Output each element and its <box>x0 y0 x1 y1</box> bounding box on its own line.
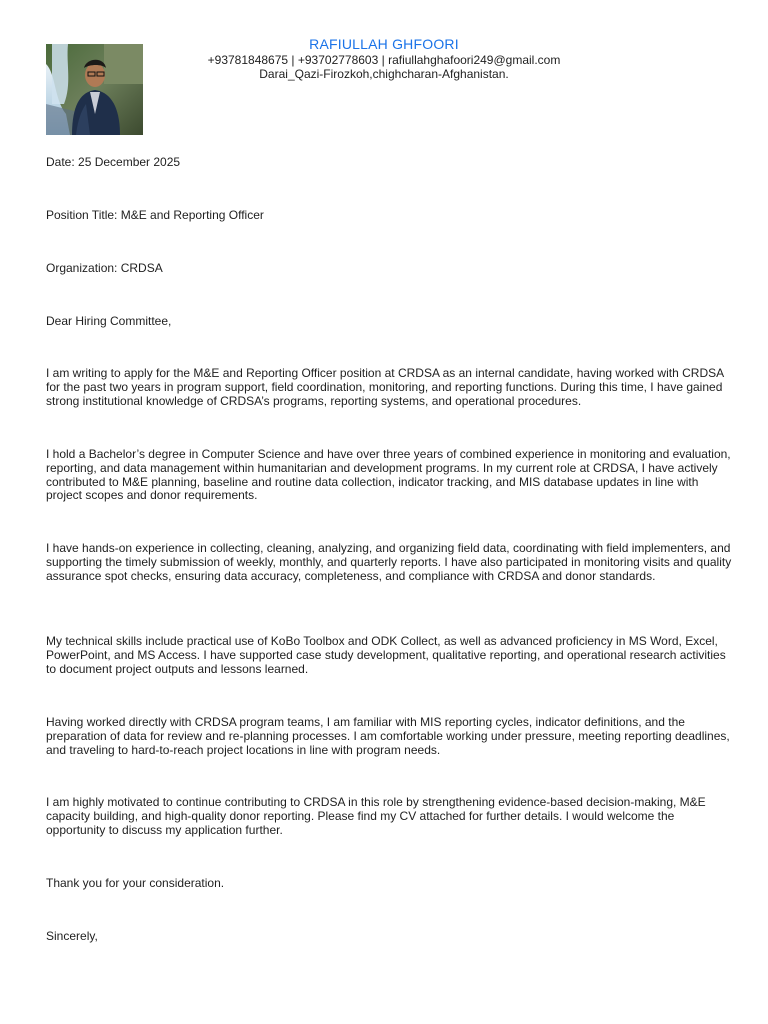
address-line: Darai_Qazi-Firozkoh,chighcharan-Afghanistan. <box>259 67 509 81</box>
body-paragraph: I am writing to apply for the M&E and Reporting Officer position at CRDSA as an internal candidate, having worked with CRDSA for the past two years in program support, field coordination, monitoring, and reporting functions. During this time, I have gained strong institutional knowledge of CRDSA’s programs, reporting systems, and operational procedures. <box>46 366 724 408</box>
body-paragraph: I am highly motivated to continue contributing to CRDSA in this role by strengthening evidence-based decision-making, M&E capacity building, and high-quality donor reporting. Please find my CV attached for further details. I would welcome the opportunity to discuss my application further. <box>46 795 706 837</box>
letter-header <box>150 36 618 81</box>
body-paragraph: I hold a Bachelor’s degree in Computer Science and have over three years of combined experience in monitoring and evaluation, reporting, and data management within humanitarian and development programs. In my current role at CRDSA, I have actively contributed to M&E planning, baseline and routine data collection, indicator tracking, and MIS database updates in line with project scopes and donor requirements. <box>46 447 731 503</box>
letter-date: Date: 25 December 2025 <box>46 155 181 169</box>
organization: Organization: CRDSA <box>46 261 163 275</box>
body-paragraph: My technical skills include practical use of KoBo Toolbox and ODK Collect, as well as advanced proficiency in MS Word, Excel, PowerPoint, and MS Access. I have supported case study development, qualitative reporting, and operational research activities to document project outputs and lessons learned. <box>46 634 726 676</box>
profile-photo <box>46 44 143 135</box>
closing: Sincerely, <box>46 929 98 943</box>
salutation: Dear Hiring Committee, <box>46 314 172 328</box>
contact-line: +93781848675 | +93702778603 | rafiullahghafoori249@gmail.com <box>207 53 561 67</box>
body-paragraph: Having worked directly with CRDSA program teams, I am familiar with MIS reporting cycles, indicator definitions, and the preparation of data for review and re-planning processes. I am comfortable working under pressure, meeting reporting deadlines, and traveling to hard-to-reach project locations in line with program needs. <box>46 715 730 757</box>
body-paragraph: I have hands-on experience in collecting, cleaning, analyzing, and organizing field data, coordinating with field implementers, and supporting the timely submission of weekly, monthly, and quarterly reports. I have also participated in monitoring visits and quality assurance spot checks, ensuring data accuracy, completeness, and compliance with CRDSA and donor standards. <box>46 541 732 583</box>
thanks-line: Thank you for your consideration. <box>46 876 225 890</box>
applicant-name: RAFIULLAH GHFOORI <box>309 36 459 52</box>
position-title: Position Title: M&E and Reporting Officer <box>46 208 264 222</box>
